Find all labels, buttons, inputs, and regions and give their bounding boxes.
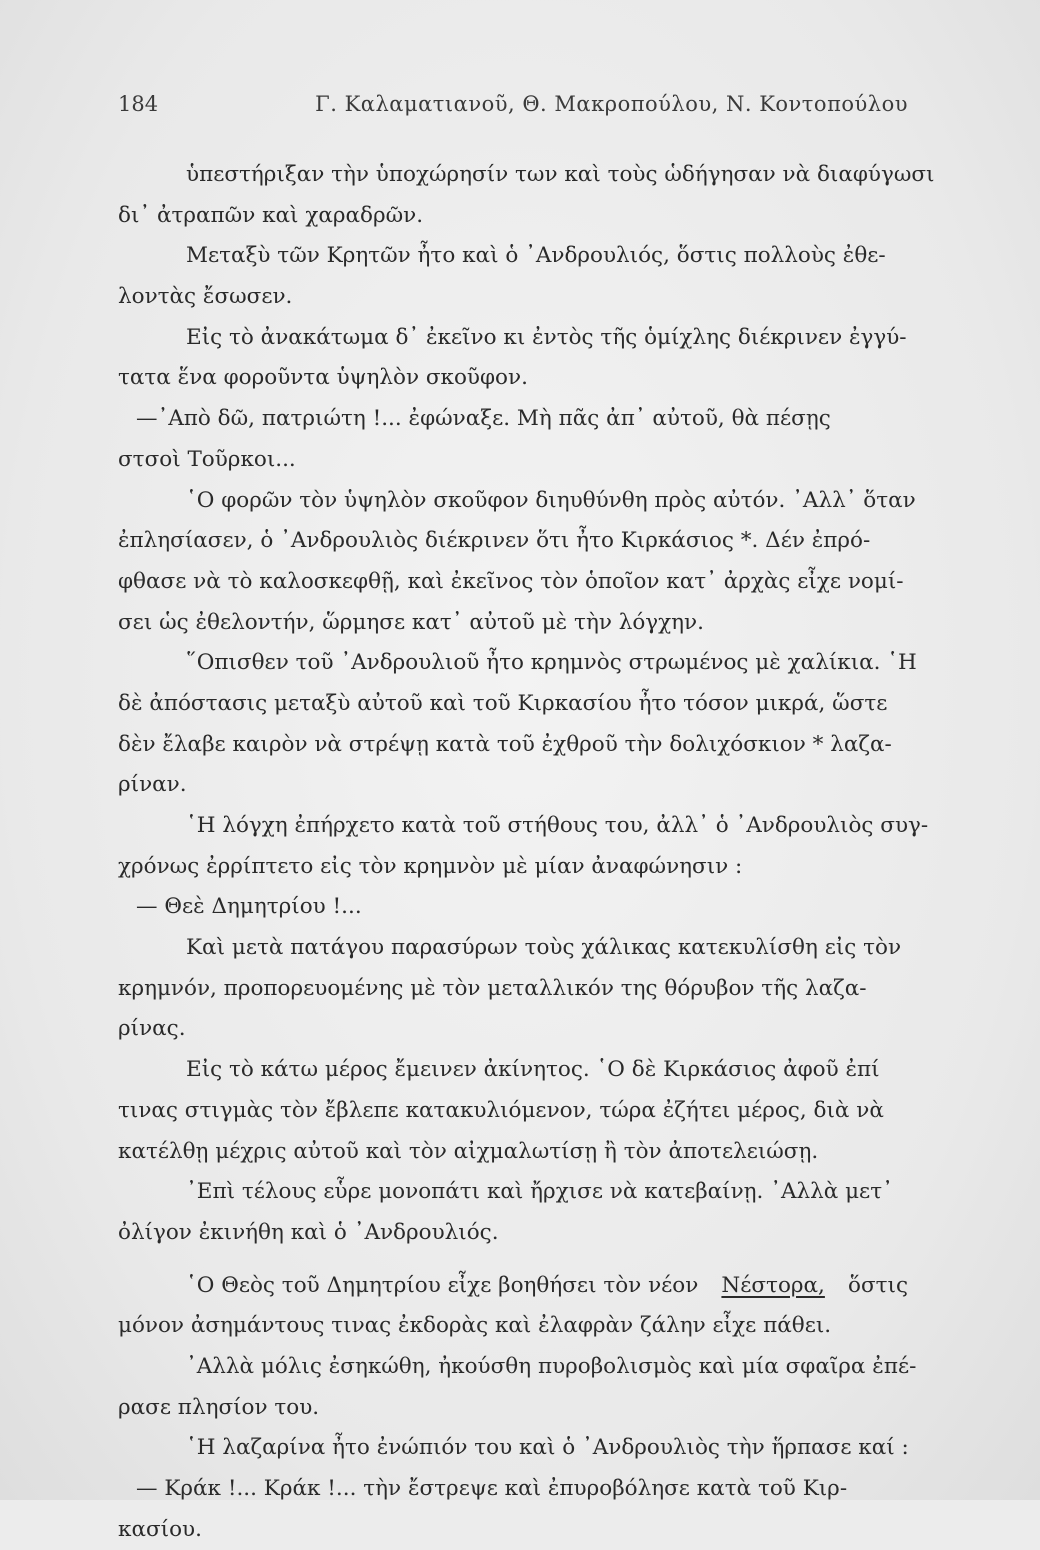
text-line: ὀλίγον ἐκινήθη καὶ ὁ ᾿Ανδρουλιός. <box>118 1219 499 1245</box>
text-line: τινας στιγμὰς τὸν ἔβλεπε κατακυλιόμενον, τώρα ἐζήτει μέρος, διὰ νὰ <box>118 1097 884 1123</box>
text-line: κασίου. <box>118 1516 202 1542</box>
text-line: χρόνως ἐρρίπτετο εἰς τὸν κρημνὸν μὲ μίαν ἀναφώνησιν : <box>118 853 743 879</box>
text-line: ρασε πλησίον του. <box>118 1394 320 1420</box>
text-line: — Θεὲ Δημητρίου !... <box>136 894 362 920</box>
text-line: μόνον ἀσημάντους τινας ἐκδορὰς καὶ ἐλαφρὰν ζάλην εἶχε πάθει. <box>118 1313 832 1339</box>
text-line: ῾Ο Θεὸς τοῦ Δημητρίου εἶχε βοηθήσει τὸν νέον Νέστορα, ὅστις <box>118 1266 908 1307</box>
text-line: δὲν ἔλαβε καιρὸν νὰ στρέψῃ κατὰ τοῦ ἐχθροῦ τὴν δολιχόσκιον * λαζα- <box>118 731 892 757</box>
text-line: — Κράκ !... Κράκ !... τὴν ἔστρεψε καὶ ἐπυροβόλησε κατὰ τοῦ Κιρ- <box>136 1476 848 1501</box>
text-line: ρίνας. <box>118 1016 186 1042</box>
text-line: ᾿Αλλὰ μόλις ἐσηκώθη, ἠκούσθη πυροβολισμὸς καὶ μία σφαῖρα ἐπέ- <box>186 1353 917 1379</box>
text-line: Μεταξὺ τῶν Κρητῶν ἦτο καὶ ὁ ᾿Ανδρουλιός, ὅστις πολλοὺς ἐθε- <box>186 243 886 269</box>
text-line: ῾Η λόγχη ἐπήρχετο κατὰ τοῦ στήθους του, ἀλλ᾽ ὁ ᾿Ανδρουλιὸς συγ- <box>186 813 929 838</box>
text-line: ῾Ο φορῶν τὸν ὑψηλὸν σκοῦφον διηυθύνθη πρὸς αὐτόν. ᾿Αλλ᾽ ὅταν <box>186 487 916 513</box>
text-line: ρίναν. <box>118 772 187 798</box>
text-line: Εἰς τὸ ἀνακάτωμα δ᾽ ἐκεῖνο κι ἐντὸς τῆς ὁμίχλης διέκρινεν ἐγγύ- <box>186 324 907 350</box>
text-line: τατα ἕνα φοροῦντα ὑψηλὸν σκοῦφον. <box>118 365 528 391</box>
text-line: φθασε νὰ τὸ καλοσκεφθῇ, καὶ ἐκεῖνος τὸν ὁποῖον κατ᾽ ἀρχὰς εἶχε νομί- <box>118 568 904 594</box>
text-line: δι᾽ ἀτραπῶν καὶ χαραδρῶν. <box>118 202 424 228</box>
text-line: στσοὶ Τοῦρκοι... <box>118 446 296 472</box>
page-header <box>118 92 908 116</box>
text-line: κρημνόν, προπορευομένης μὲ τὸν μεταλλικόν της θόρυβον τῆς λαζα- <box>118 975 867 1001</box>
text-line: Εἰς τὸ κάτω μέρος ἔμεινεν ἀκίνητος. ῾Ο δὲ Κιρκάσιος ἀφοῦ ἐπί <box>186 1057 880 1083</box>
underlined-name: Νέστορα, <box>721 1272 825 1298</box>
text-line: ῾Η λαζαρίνα ἦτο ἐνώπιόν του καὶ ὁ ᾿Ανδρουλιὸς τὴν ἥρπασε καί : <box>186 1435 909 1461</box>
text-line: λοντὰς ἔσωσεν. <box>118 284 293 310</box>
text-line: ὑπεστήριξαν τὴν ὑποχώρησίν των καὶ τοὺς ὡδήγησαν νὰ διαφύγωσι <box>186 162 935 187</box>
text-line: δὲ ἀπόστασις μεταξὺ αὐτοῦ καὶ τοῦ Κιρκασίου ἦτο τόσον μικρά, ὥστε <box>118 690 888 716</box>
text-line: κατέλθῃ μέχρις αὐτοῦ καὶ τὸν αἰχμαλωτίσῃ ἢ τὸν ἀποτελειώσῃ. <box>118 1138 819 1164</box>
page-number: 184 <box>118 92 159 116</box>
text-line: Καὶ μετὰ πατάγου παρασύρων τοὺς χάλικας κατεκυλίσθη εἰς τὸν <box>186 935 902 961</box>
text-line: σει ὡς ἐθελοντήν, ὥρμησε κατ᾽ αὐτοῦ μὲ τὴν λόγχην. <box>118 609 704 635</box>
text-line: ᾿Επὶ τέλους εὗρε μονοπάτι καὶ ἤρχισε νὰ κατεβαίνῃ. ᾿Αλλὰ μετ᾽ <box>186 1179 893 1205</box>
text-line: ἐπλησίασεν, ὁ ᾿Ανδρουλιὸς διέκρινεν ὅτι ἦτο Κιρκάσιος *. Δέν ἐπρό- <box>118 528 871 554</box>
body-text <box>118 155 935 1550</box>
text-line: ῞Οπισθεν τοῦ ᾿Ανδρουλιοῦ ἦτο κρημνὸς στρωμένος μὲ χαλίκια. ῾Η <box>186 650 917 676</box>
running-title: Γ. Καλαματιανοῦ, Θ. Μακροπούλου, Ν. Κοντοπούλου <box>315 92 908 116</box>
text-line: —᾿Απὸ δῶ, πατριώτη !... ἐφώναξε. Μὴ πᾶς ἀπ᾽ αὐτοῦ, θὰ πέσῃς <box>136 406 831 432</box>
